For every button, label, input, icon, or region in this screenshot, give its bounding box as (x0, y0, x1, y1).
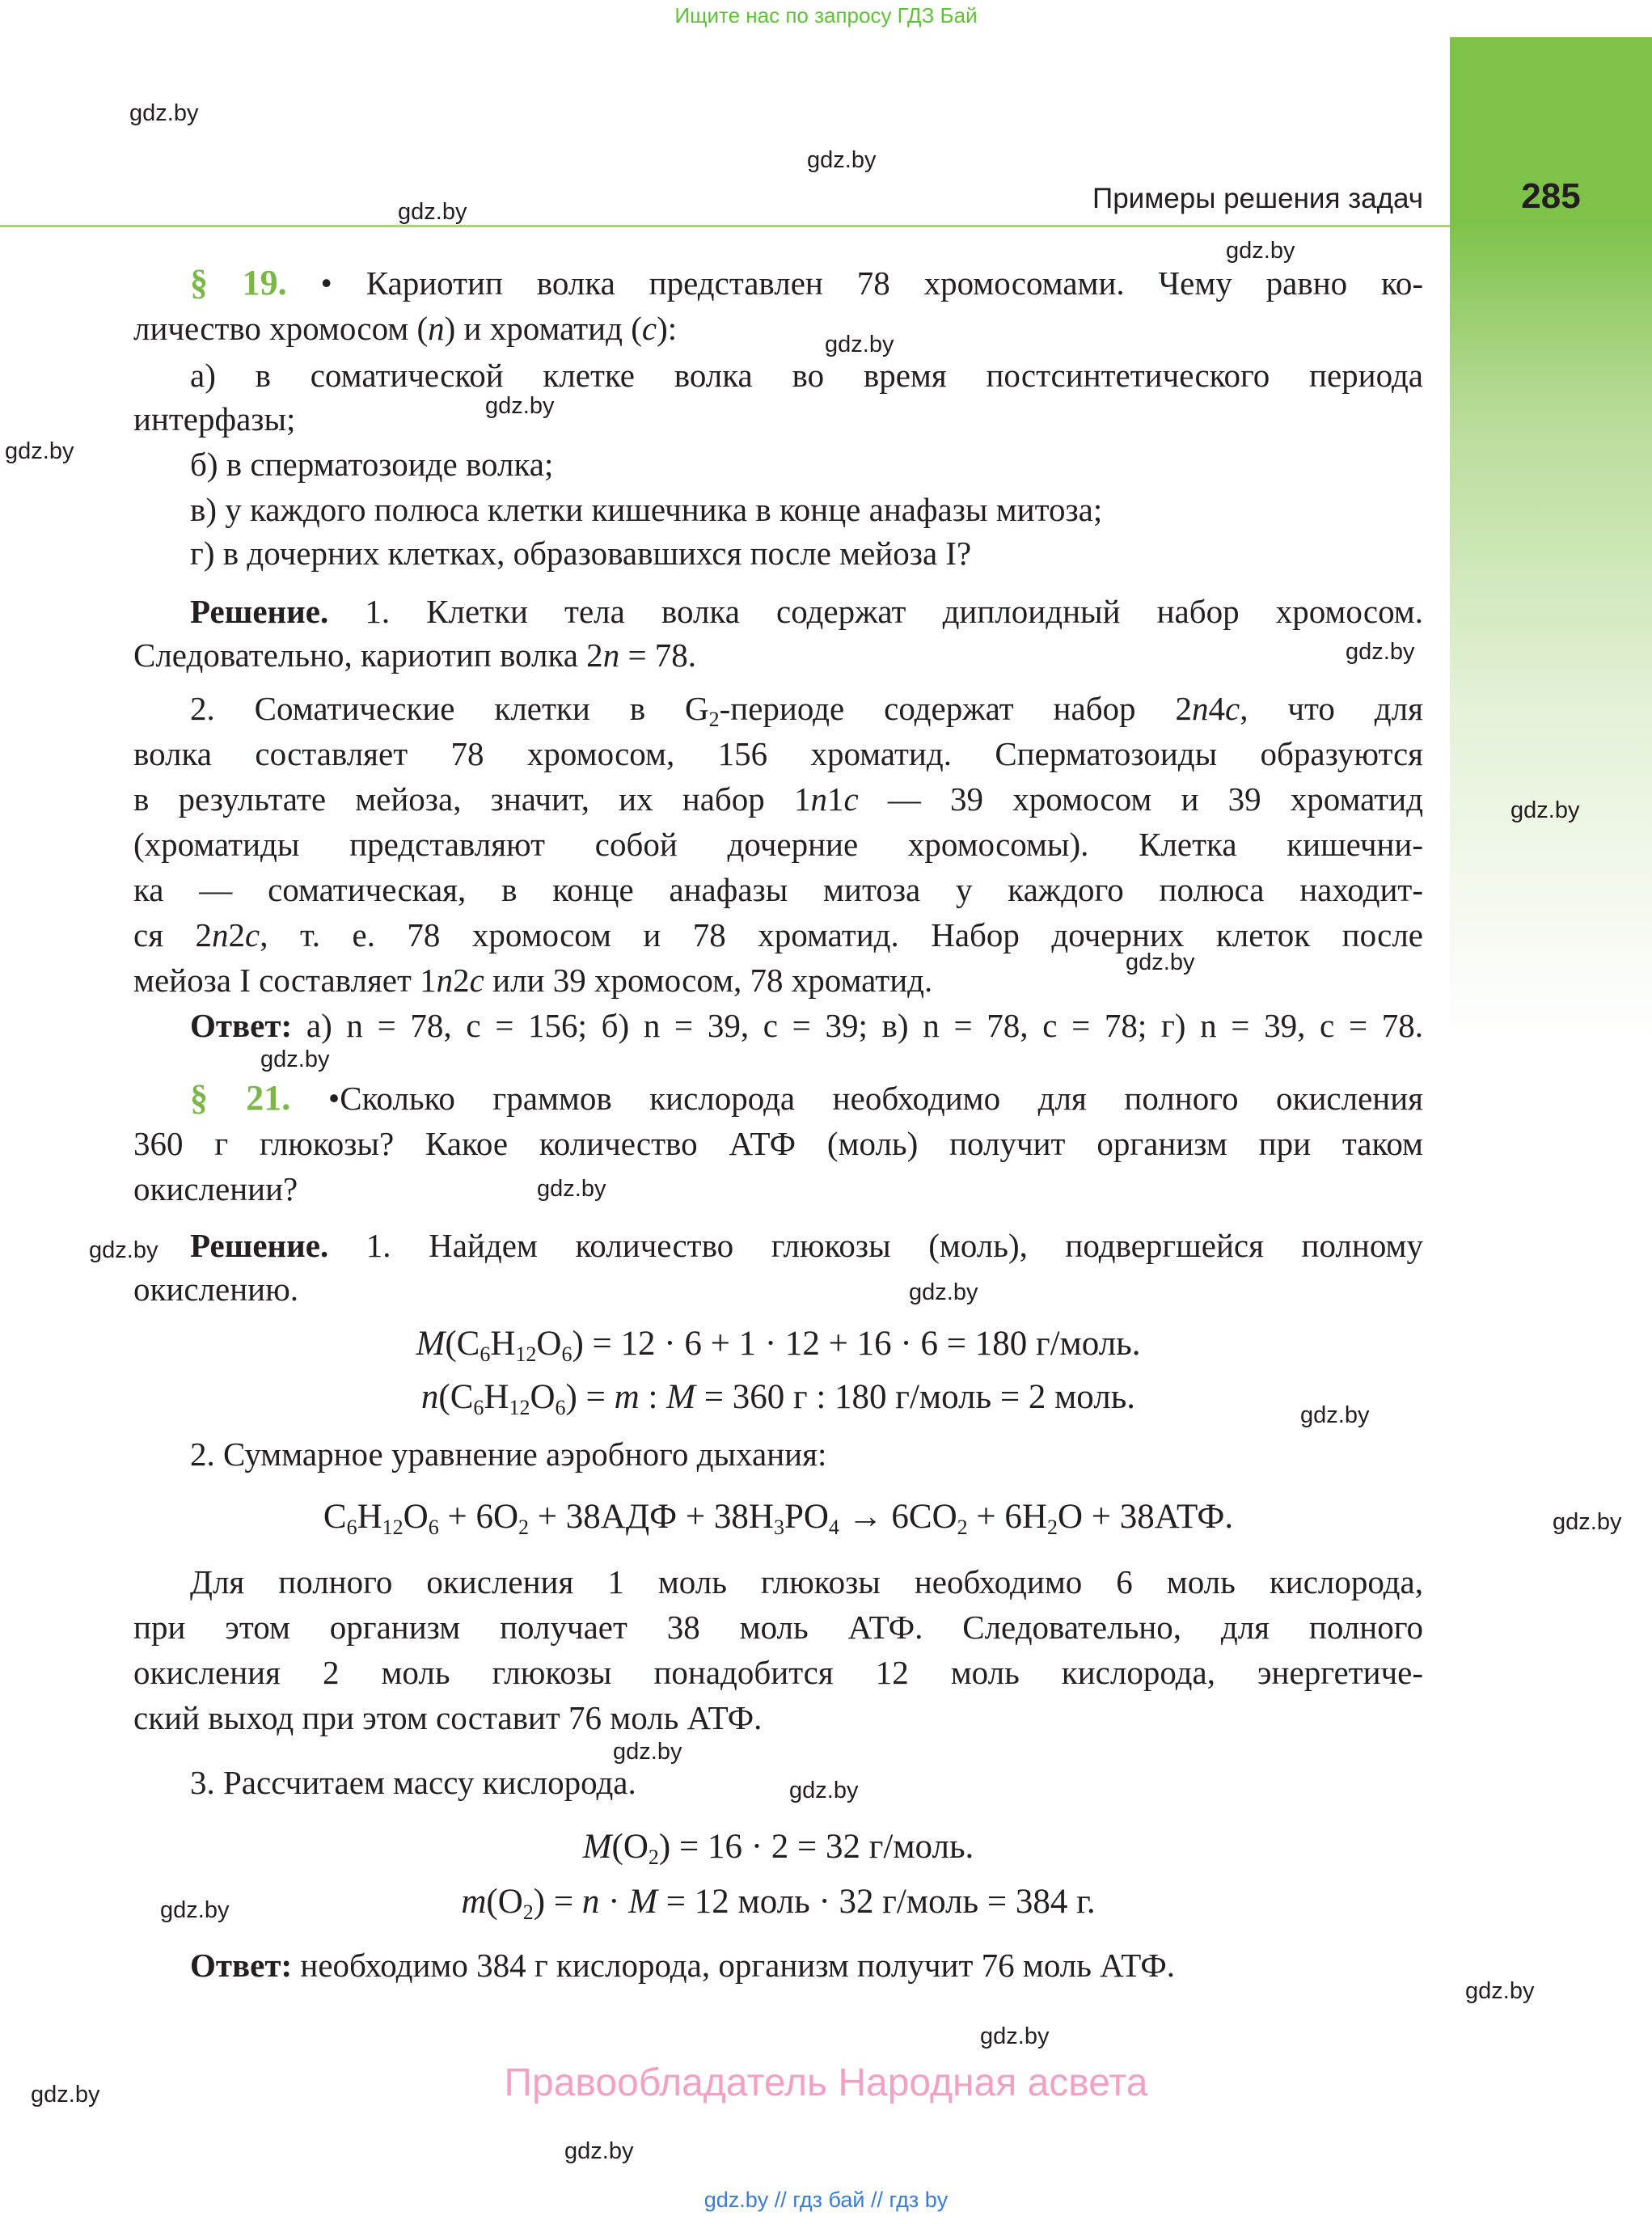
solution21-line2: окислению. (133, 1271, 298, 1308)
watermark: gdz.by (1226, 238, 1295, 264)
solution19-step2-line3: в результате мейоза, значит, их набор 1n1c — 39 хромосом и 39 хроматид (133, 780, 1423, 818)
watermark: gdz.by (807, 147, 877, 173)
running-head: Примеры решения задач (1092, 183, 1423, 214)
watermark: gdz.by (1510, 797, 1580, 823)
watermark: gdz.by (1126, 949, 1195, 975)
watermark: gdz.by (260, 1046, 330, 1072)
solution-label: Решение. (190, 1227, 329, 1264)
solution19-step2-line2: волка составляет 78 хромосом, 156 хроматид. Сперматозоиды образуются (133, 735, 1423, 772)
watermark: gdz.by (89, 1237, 158, 1263)
solution19-step2-line1: 2. Соматические клетки в $G_2$-периоде содержат набор 2n4c, что для (190, 690, 1423, 731)
section-number: § 19. (190, 263, 287, 302)
formula-molar-mass-glucose: $M(C_6H_{12}O_6) = 12 \cdot 6 + 1 \cdot 12 + 16 \cdot 6 = 180$ г/моль. (416, 1325, 1141, 1366)
watermark: gdz.by (613, 1739, 682, 1765)
footer-links[interactable]: gdz.by // гдз бай // гдз by (703, 2188, 949, 2212)
solution21-line1: Решение. 1. Найдем количество глюкозы (моль), подвергшейся полному (190, 1227, 1423, 1264)
page-number: 285 (1521, 176, 1581, 216)
watermark: gdz.by (1346, 639, 1415, 665)
solution-label: Решение. (190, 593, 329, 630)
solution21-para-line1: Для полного окисления 1 моль глюкозы необходимо 6 моль кислорода, (190, 1563, 1423, 1600)
formula-molar-mass-oxygen: $M(O_2) = 16 \cdot 2 = 32$ г/моль. (582, 1828, 974, 1869)
problem19-item-d: г) в дочерних клетках, образовавшихся после мейоза I? (190, 535, 972, 572)
watermark: gdz.by (980, 2023, 1050, 2049)
top-notice: Ищите нас по запросу ГДЗ Бай (674, 3, 978, 27)
watermark: gdz.by (160, 1897, 230, 1923)
solution21-para-line2: при этом организм получает 38 моль АТФ. Следовательно, для полного (133, 1609, 1423, 1646)
answer-label: Ответ: (190, 1947, 293, 1984)
answer19: Ответ: а) n = 78, c = 156; б) n = 39, c = 39; в) n = 78, c = 78; г) n = 39, c = 78. (190, 1007, 1424, 1044)
answer21: Ответ: необходимо 384 г кислорода, организм получит 76 моль АТФ. (190, 1947, 1175, 1984)
solution19-line1: Решение. 1. Клетки тела волка содержат диплоидный набор хромосом. (190, 593, 1424, 630)
problem19-line2: личество хромосом (n) и хроматид (c): (133, 310, 678, 347)
watermark: gdz.by (485, 393, 555, 419)
solution19-step2-line4: (хроматиды представляют собой дочерние хромосомы). Клетка кишечни- (133, 826, 1423, 863)
formula-moles-glucose: $n(C_6H_{12}O_6) = m$ : M = 360 г : 180 г/моль = 2 моль. (420, 1378, 1136, 1419)
solution19-line2: Следовательно, кариотип волка 2n = 78. (133, 636, 697, 674)
header-rule (0, 225, 1450, 227)
watermark: gdz.by (1300, 1402, 1370, 1428)
solution21-step2: 2. Суммарное уравнение аэробного дыхания: (190, 1435, 827, 1473)
solution21-para-line3: окисления 2 моль глюкозы понадобится 12 моль кислорода, энергетиче- (133, 1654, 1423, 1691)
problem21-line3: окислении? (133, 1170, 298, 1207)
solution19-step2-line7: мейоза I составляет 1n2c или 39 хромосом, 78 хроматид. (133, 962, 933, 999)
watermark: gdz.by (564, 2138, 634, 2164)
section-number: § 21. (190, 1078, 291, 1118)
problem21-line2: 360 г глюкозы? Какое количество АТФ (моль) получит организм при таком (133, 1125, 1423, 1162)
copyright-notice: Правообладатель Народная асвета (504, 2061, 1148, 2104)
answer-label: Ответ: (190, 1007, 293, 1044)
solution19-step2-line5: ка — соматическая, в конце анафазы митоза у каждого полюса находит- (133, 871, 1423, 908)
bullet-icon: • (320, 264, 332, 302)
problem19-item-b: б) в сперматозоиде волка; (190, 446, 554, 483)
watermark: gdz.by (825, 332, 894, 357)
problem19-item-a-cont: интерфазы; (133, 400, 296, 438)
watermark: gdz.by (789, 1778, 859, 1803)
problem19-item-a: а) в соматической клетке волка во время постсинтетического периода (190, 357, 1423, 394)
equation-aerobic-respiration: $C_6H_{12}O_6 + 6O_2 + 38АДФ + 38H_3PO_4 \to 6CO_2 + 6H_2O + 38АТФ$. (323, 1498, 1234, 1539)
problem21-line1: § 21. •Сколько граммов кислорода необходимо для полного окисления (190, 1078, 1424, 1118)
watermark: gdz.by (5, 438, 74, 464)
watermark: gdz.by (1553, 1509, 1622, 1535)
solution21-step3: 3. Рассчитаем массу кислорода. (190, 1764, 636, 1801)
watermark: gdz.by (1465, 1978, 1535, 2004)
watermark: gdz.by (31, 2082, 100, 2108)
watermark: gdz.by (537, 1176, 606, 1202)
problem19-line1 (190, 260, 1423, 306)
solution19-step2-line6: ся 2n2c, т. е. 78 хромосом и 78 хроматид. Набор дочерних клеток после (133, 916, 1423, 953)
watermark: gdz.by (129, 100, 199, 126)
watermark: gdz.by (398, 199, 467, 225)
bullet-icon: • (327, 1080, 340, 1117)
problem-text: Кариотип волка представлен 78 хромосомами. Чему равно ко- (365, 264, 1424, 302)
problem19-item-c: в) у каждого полюса клетки кишечника в конце анафазы митоза; (190, 491, 1103, 528)
formula-mass-oxygen: $m(O_2) = n \cdot M = 12$ моль · 32 г/моль = 384 г. (461, 1883, 1096, 1924)
watermark: gdz.by (909, 1279, 978, 1305)
solution21-para-line4: ский выход при этом составит 76 моль АТФ. (133, 1699, 763, 1736)
